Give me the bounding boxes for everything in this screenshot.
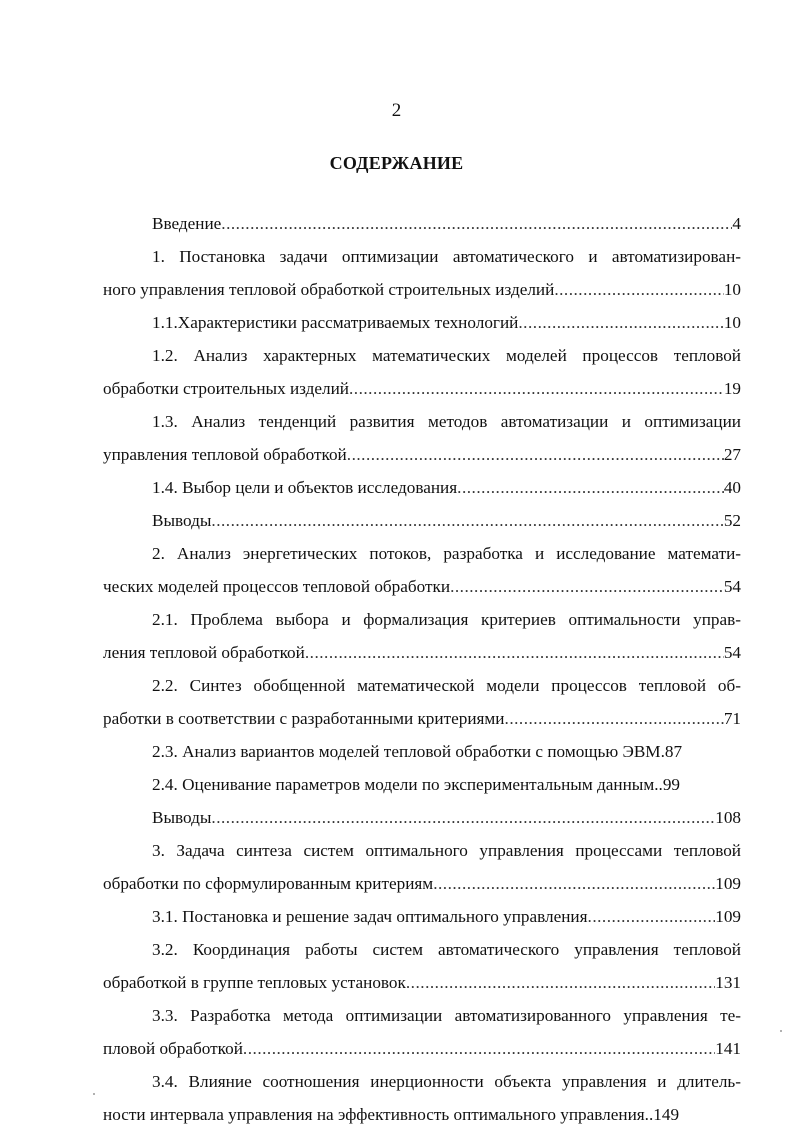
toc-page-number: 87 — [664, 742, 683, 761]
dot-leader — [211, 804, 715, 832]
toc-entry-section-3-2-cont[interactable] — [103, 969, 741, 997]
toc-entry-chapter-3[interactable]: 3. Задача синтеза систем оптимального управления процессами тепловой — [152, 841, 741, 860]
toc-entry-text: Введение — [152, 214, 222, 233]
dot-leader — [433, 870, 715, 898]
toc-entry-text: обработки строительных изделий — [103, 379, 349, 398]
toc-entry-chapter-2-cont[interactable] — [103, 573, 741, 601]
toc-entry-section-2-1[interactable]: 2.1. Проблема выбора и формализация критериев оптимальности управ- — [152, 610, 741, 629]
toc-entry-text: управления тепловой обработкой — [103, 445, 347, 464]
toc-entry-section-1-3-cont[interactable] — [103, 441, 741, 469]
toc-page-number: 40 — [723, 478, 741, 497]
toc-page-number: 19 — [723, 379, 741, 398]
dot-leader — [349, 375, 724, 403]
toc-entry-section-2-2[interactable]: 2.2. Синтез обобщенной математической модели процессов тепловой об- — [152, 676, 741, 695]
dot-leader — [554, 276, 724, 304]
toc-entry-section-3-2[interactable]: 3.2. Координация работы систем автоматического управления тепловой — [152, 940, 741, 959]
toc-entry-section-3-3-cont[interactable] — [103, 1035, 741, 1063]
toc-entry-section-2-4[interactable] — [103, 771, 741, 799]
dot-leader — [221, 210, 732, 238]
toc-page-number: 54 — [723, 577, 741, 596]
toc-page-number: 52 — [723, 511, 741, 530]
toc-entry-text: ности интервала управления на эффективность оптимального управления.. — [103, 1105, 654, 1124]
scan-speck — [93, 1093, 95, 1095]
dot-leader — [518, 309, 723, 337]
page-title: СОДЕРЖАНИЕ — [329, 153, 464, 173]
scan-speck — [780, 1030, 782, 1032]
toc-entry-chapter-1-cont[interactable] — [103, 276, 741, 304]
toc-entry-text: Выводы — [152, 808, 212, 827]
toc-entry-section-1-1[interactable] — [103, 309, 741, 337]
toc-entry-section-1-4[interactable] — [103, 474, 741, 502]
toc-entry-section-2-2-cont[interactable] — [103, 705, 741, 733]
toc-entry-section-2-3[interactable] — [103, 738, 741, 766]
toc-entry-chapter-3-cont[interactable] — [103, 870, 741, 898]
toc-page-number: 109 — [715, 907, 741, 926]
toc-entry-text: работки в соответствии с разработанными критериями — [103, 709, 505, 728]
toc-page-number: 108 — [715, 808, 741, 827]
toc-entry-section-3-1[interactable] — [103, 903, 741, 931]
toc-entry-text: ного управления тепловой обработкой строительных изделий — [103, 280, 555, 299]
toc-entry-section-3-3[interactable]: 3.3. Разработка метода оптимизации автоматизированного управления те- — [152, 1006, 741, 1025]
toc-entry-conclusions-2[interactable] — [103, 804, 741, 832]
toc-entry-text: Выводы — [152, 511, 212, 530]
toc-page-number: 149 — [653, 1105, 680, 1124]
toc-page-number: 10 — [723, 280, 741, 299]
toc-entry-section-3-4-cont[interactable] — [103, 1101, 741, 1129]
toc-entry-text: 2.3. Анализ вариантов моделей тепловой обработки с помощью ЭВМ. — [152, 742, 665, 761]
toc-entry-text: 1.4. Выбор цели и объектов исследования — [152, 478, 458, 497]
toc-page-number: 27 — [723, 445, 741, 464]
dot-leader — [406, 969, 715, 997]
dot-leader — [243, 1035, 715, 1063]
toc-entry-section-3-4[interactable]: 3.4. Влияние соотношения инерционности объекта управления и длитель- — [152, 1072, 741, 1091]
toc-page-number: 99 — [662, 775, 680, 794]
toc-entry-chapter-1[interactable]: 1. Постановка задачи оптимизации автоматического и автоматизирован- — [152, 247, 741, 266]
toc-entry-section-2-1-cont[interactable] — [103, 639, 741, 667]
toc-entry-chapter-2[interactable]: 2. Анализ энергетических потоков, разработка и исследование математи- — [152, 544, 741, 563]
toc-entry-section-1-3[interactable]: 1.3. Анализ тенденций развития методов автоматизации и оптимизации — [152, 412, 741, 431]
dot-leader — [588, 903, 716, 931]
toc-page-number: 141 — [715, 1039, 741, 1058]
dot-leader — [457, 474, 724, 502]
toc-entry-text: обработки по сформулированным критериям — [103, 874, 434, 893]
toc-entry-text: ческих моделей процессов тепловой обработки — [103, 577, 451, 596]
dot-leader — [347, 441, 724, 469]
dot-leader — [211, 507, 723, 535]
toc-entry-conclusions-1[interactable] — [103, 507, 741, 535]
toc-page-number: 71 — [723, 709, 741, 728]
toc-entry-text: обработкой в группе тепловых установок — [103, 973, 406, 992]
toc-entry-section-1-2[interactable]: 1.2. Анализ характерных математических моделей процессов тепловой — [152, 346, 741, 365]
dot-leader — [450, 573, 724, 601]
toc-entry-introduction[interactable] — [103, 210, 741, 238]
toc-entry-section-1-2-cont[interactable] — [103, 375, 741, 403]
toc-page-number: 131 — [715, 973, 741, 992]
toc-entry-text: 3.1. Постановка и решение задач оптимального управления — [152, 907, 588, 926]
toc-entry-text: ления тепловой обработкой — [103, 643, 305, 662]
dot-leader — [505, 705, 724, 733]
dot-leader — [305, 639, 724, 667]
toc-entry-text: пловой обработкой — [103, 1039, 243, 1058]
toc-entry-text: 2.4. Оценивание параметров модели по экспериментальным данным.. — [152, 775, 663, 794]
toc-page-number: 54 — [723, 643, 741, 662]
page-number: 2 — [391, 100, 402, 121]
toc-page-number: 109 — [715, 874, 741, 893]
toc-page-number: 4 — [732, 214, 741, 233]
toc-entry-text: 1.1.Характеристики рассматриваемых технологий — [152, 313, 519, 332]
toc-page-number: 10 — [723, 313, 741, 332]
